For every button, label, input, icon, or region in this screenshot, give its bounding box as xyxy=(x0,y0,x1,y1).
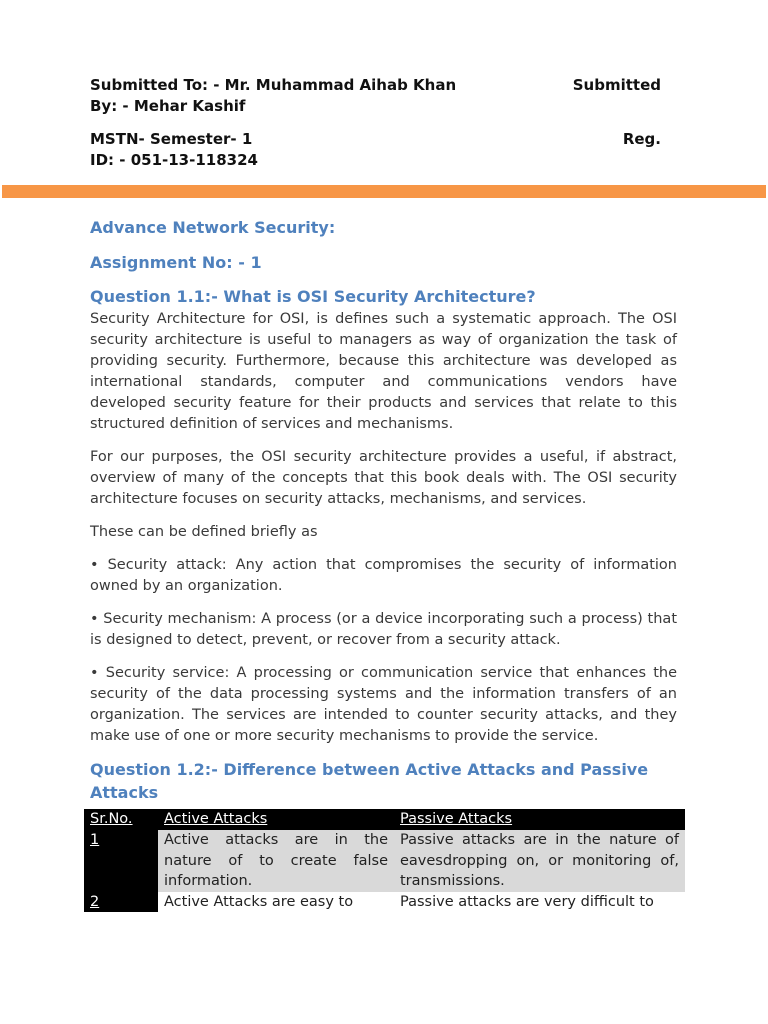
question-2-title: Question 1.2:- Difference between Active Attacks and Passive Attacks xyxy=(90,760,649,802)
reg-label: Reg. xyxy=(622,130,661,148)
student-info-header xyxy=(90,129,661,171)
active-attack-cell: Active attacks are in the nature of to create false information. xyxy=(158,830,394,892)
header-srno: Sr.No. xyxy=(84,809,158,830)
reg-id: ID: - 051-13-118324 xyxy=(90,151,258,169)
bullet-security-attack: • Security attack: Any action that compromises the security of information owned by an organization. xyxy=(90,557,677,594)
passive-attack-cell: Passive attacks are very difficult to xyxy=(394,892,685,913)
passive-attack-cell: Passive attacks are in the nature of eavesdropping on, or monitoring of, transmissions. xyxy=(394,830,685,892)
submitted-label: Submitted xyxy=(572,76,661,94)
submitted-to: Submitted To: - Mr. Muhammad Aihab Khan xyxy=(90,76,457,94)
submission-header xyxy=(90,75,661,117)
course-title: Advance Network Security: xyxy=(90,218,336,237)
header-active-attacks: Active Attacks xyxy=(158,809,394,830)
bullet-security-service: • Security service: A processing or communication service that enhances the security of the data processing systems and the information transfers of an organization. The services are intended to counter security attacks, and they make use of one or more security mechanisms to provide the service. xyxy=(90,665,677,744)
table-header-row xyxy=(84,809,685,830)
semester-info: MSTN- Semester- 1 xyxy=(90,130,253,148)
table-row xyxy=(84,830,685,892)
accent-divider xyxy=(2,185,766,198)
question-1-title: Question 1.1:- What is OSI Security Architecture? xyxy=(90,287,536,306)
active-attack-cell: Active Attacks are easy to xyxy=(158,892,394,913)
table-row xyxy=(84,892,685,913)
row-number: 2 xyxy=(84,892,158,913)
q1-paragraph-2: For our purposes, the OSI security architecture provides a useful, if abstract, overview of many of the concepts that this book deals with. The OSI security architecture focuses on security attacks, mechanisms, and services. xyxy=(90,449,677,507)
attacks-comparison-table xyxy=(84,809,685,912)
document-body xyxy=(90,217,677,806)
assignment-title: Assignment No: - 1 xyxy=(90,253,262,272)
submitted-by: By: - Mehar Kashif xyxy=(90,97,246,115)
q1-paragraph-3: These can be defined briefly as xyxy=(90,524,318,540)
header-passive-attacks: Passive Attacks xyxy=(394,809,685,830)
q1-paragraph-1: Security Architecture for OSI, is defines such a systematic approach. The OSI security architecture is useful to managers as way of organization the task of providing security. Furthermore, because this architecture was developed as international standards, computer and communications vendors have developed security feature for their products and services that relate to this structured definition of services and mechanisms. xyxy=(90,311,677,432)
row-number: 1 xyxy=(84,830,158,892)
bullet-security-mechanism: • Security mechanism: A process (or a device incorporating such a process) that is designed to detect, prevent, or recover from a security attack. xyxy=(90,611,677,648)
